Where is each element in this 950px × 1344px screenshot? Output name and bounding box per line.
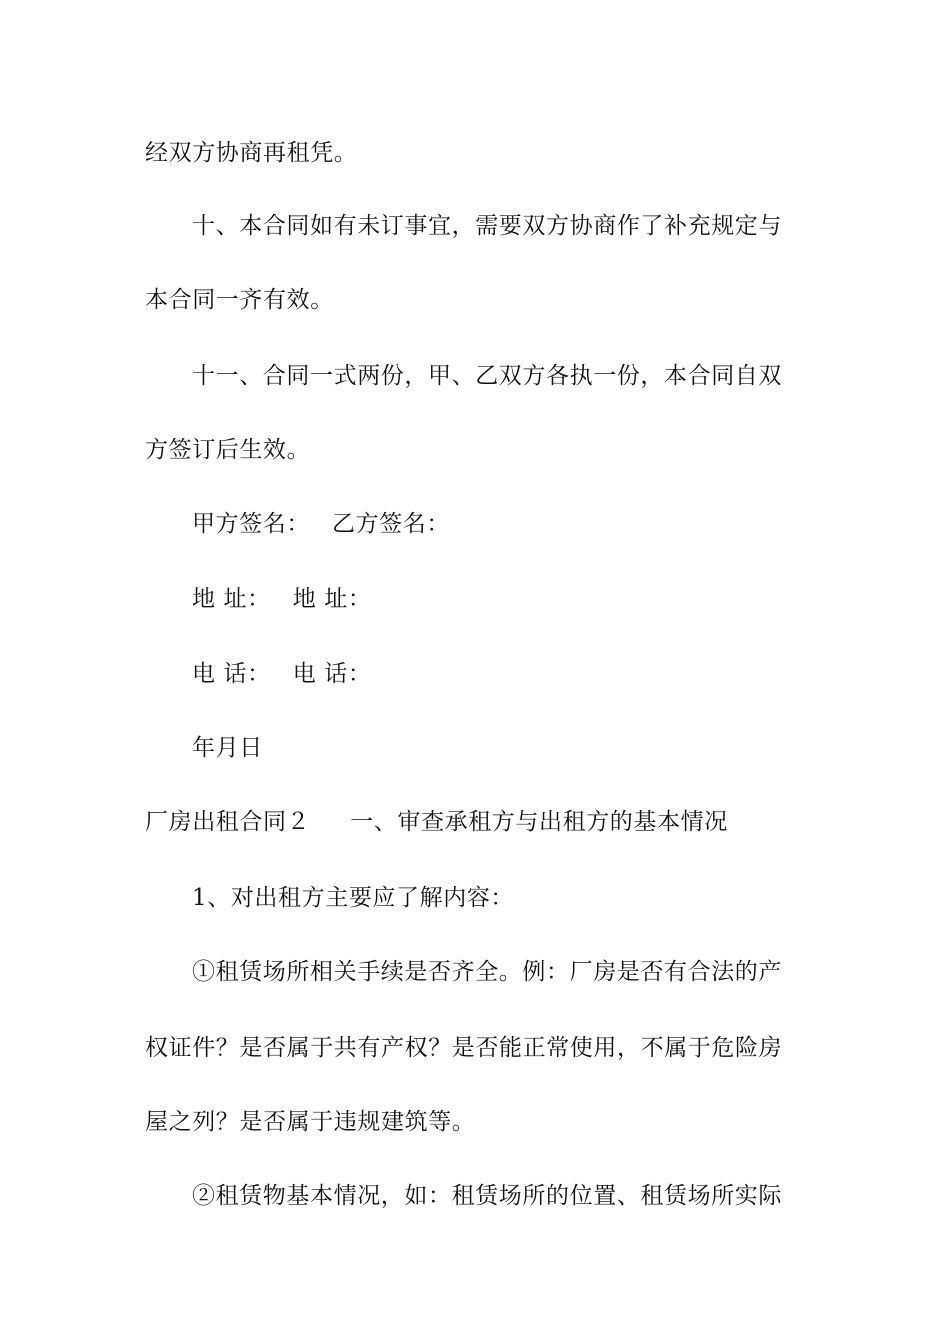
paragraph-line: ②租赁物基本情况，如：租赁场所的位置、租赁场所实际 bbox=[192, 1183, 782, 1209]
paragraph-line: 十、本合同如有未订事宜，需要双方协商作了补充规定与 bbox=[192, 213, 782, 239]
paragraph-line: ①租赁场所相关手续是否齐全。例：厂房是否有合法的产 bbox=[192, 959, 782, 985]
section-header bbox=[145, 807, 728, 837]
date-line: 年月日 bbox=[192, 735, 263, 761]
paragraph-line: 十一、合同一式两份，甲、乙双方各执一份，本合同自双 bbox=[192, 363, 782, 389]
paragraph-line: 权证件？是否属于共有产权？是否能正常使用，不属于危险房 bbox=[145, 1035, 783, 1061]
paragraph-line: 经双方协商再租凭。 bbox=[145, 140, 358, 166]
paragraph-line: 本合同一齐有效。 bbox=[145, 287, 334, 313]
party-b-address-label: 地 址： bbox=[292, 586, 372, 612]
address-row bbox=[192, 584, 371, 614]
paragraph-line: 1、对出租方主要应了解内容： bbox=[192, 885, 515, 911]
party-b-phone-label: 电 话： bbox=[292, 661, 372, 687]
party-a-address-label: 地 址： bbox=[192, 586, 271, 612]
party-b-signature-label: 乙方签名： bbox=[332, 511, 450, 537]
section-title: 厂房出租合同２ bbox=[145, 809, 311, 835]
paragraph-line: 方签订后生效。 bbox=[145, 437, 311, 463]
paragraph-line: 屋之列？是否属于违规建筑等。 bbox=[145, 1109, 476, 1135]
party-a-signature-label: 甲方签名： bbox=[192, 511, 310, 537]
signature-row bbox=[192, 509, 450, 539]
party-a-phone-label: 电 话： bbox=[192, 661, 271, 687]
phone-row bbox=[192, 659, 371, 689]
section-heading: 一、审查承租方与出租方的基本情况 bbox=[350, 809, 728, 835]
